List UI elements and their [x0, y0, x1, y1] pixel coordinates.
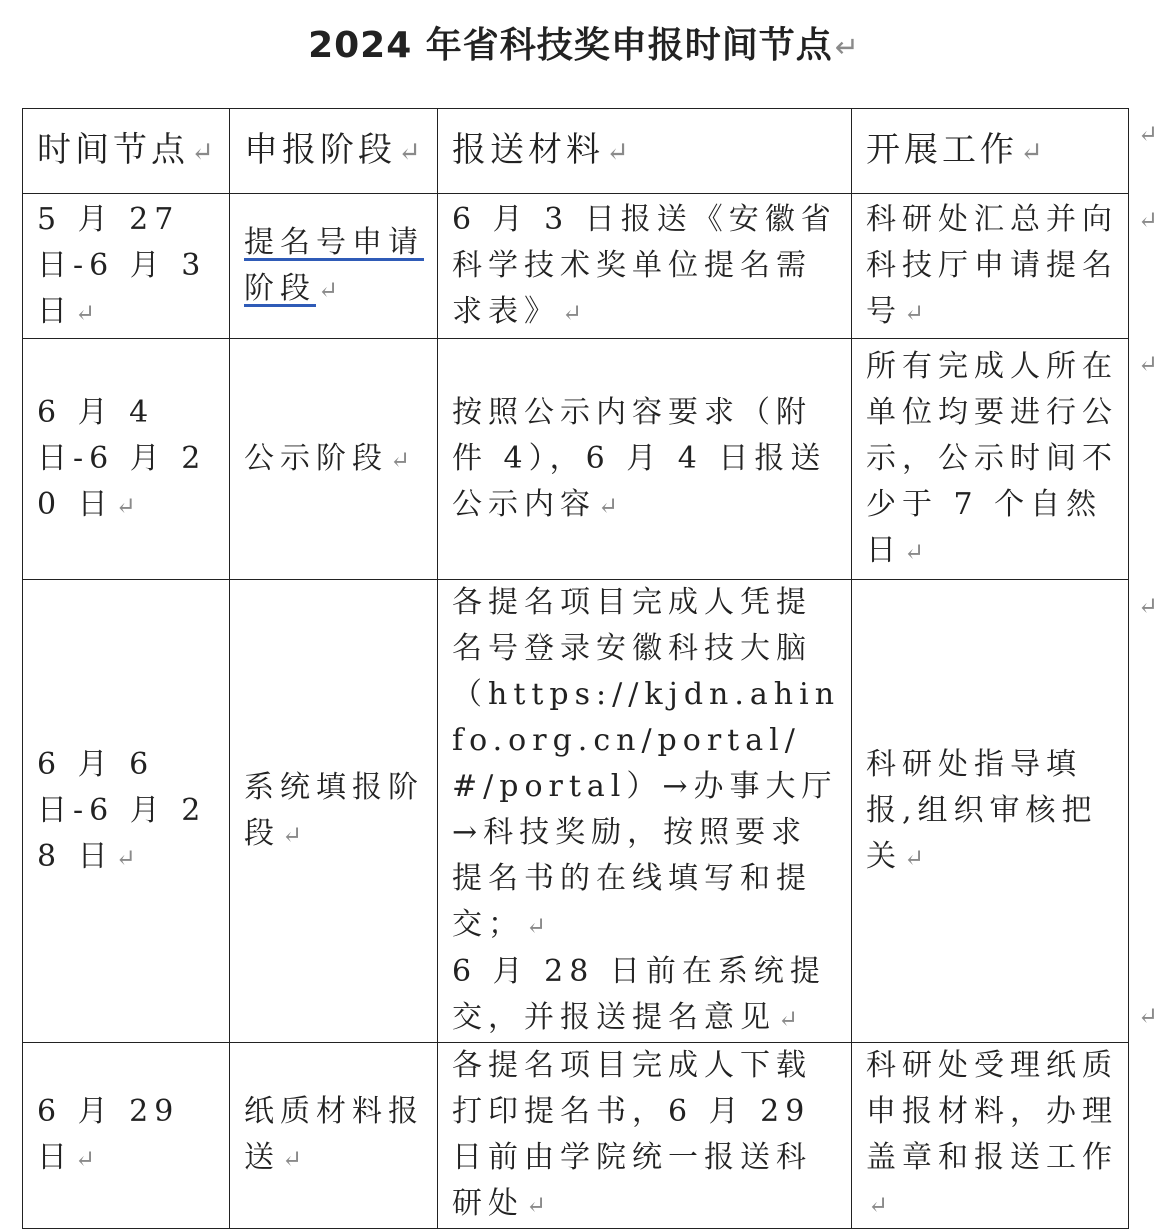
paragraph-mark-icon: ↵ [75, 1145, 102, 1173]
time-cell: 6 月 29 日↵ [23, 1043, 230, 1229]
paragraph-mark-icon: ↵ [598, 491, 625, 520]
paragraph-mark-icon: ↵ [834, 30, 860, 64]
schedule-table [22, 108, 1129, 1229]
header-cell-work: 开展工作↵ [852, 109, 1129, 194]
paragraph-mark-icon: ↵ [282, 1145, 309, 1173]
time-cell: 6 月 4 日-6 月 20 日↵ [23, 339, 230, 580]
table-header-row [23, 109, 1129, 194]
paragraph-mark-icon: ↵ [562, 298, 589, 327]
work-cell: 科研处受理纸质申报材料，办理盖章和报送工作↵ [852, 1043, 1129, 1229]
paragraph-mark-icon: ↵ [282, 820, 309, 849]
row-end-mark-icon: ↵ [1137, 350, 1158, 378]
materials-cell: 各提名项目完成人凭提名号登录安徽科技大脑（https://kjdn.ahinfo.org.cn/portal/#/portal）→办事大厅→科技奖励，按照要求提名书的在线填写和提交；↵ 6 月 28 日前在系统提交，并报送提名意见↵ [438, 580, 852, 1043]
header-cell-time: 时间节点↵ [23, 109, 230, 194]
document-title [0, 22, 1168, 71]
paragraph-mark-icon: ↵ [398, 136, 425, 168]
header-cell-materials: 报送材料↵ [438, 109, 852, 194]
paragraph-mark-icon: ↵ [904, 298, 931, 327]
stage-cell: 纸质材料报送↵ [230, 1043, 438, 1229]
row-end-mark-icon: ↵ [1137, 206, 1158, 234]
time-cell: 6 月 6 日-6 月 28 日↵ [23, 580, 230, 1043]
paragraph-mark-icon: ↵ [318, 275, 345, 304]
row-end-mark-icon: ↵ [1137, 592, 1158, 620]
paragraph-mark-icon: ↵ [191, 136, 218, 168]
stage-cell: 系统填报阶段↵ [230, 580, 438, 1043]
work-cell: 科研处汇总并向科技厅申请提名号↵ [852, 194, 1129, 339]
paragraph-mark-icon: ↵ [778, 1005, 805, 1033]
work-cell: 科研处指导填报,组织审核把关↵ [852, 580, 1129, 1043]
paragraph-mark-icon: ↵ [904, 843, 931, 872]
table-row [23, 580, 1129, 1043]
paragraph-mark-icon: ↵ [904, 537, 931, 566]
work-cell: 所有完成人所在单位均要进行公示，公示时间不少于 7 个自然日↵ [852, 339, 1129, 580]
materials-cell: 各提名项目完成人下载打印提名书，6 月 29 日前由学院统一报送科研处↵ [438, 1043, 852, 1229]
paragraph-mark-icon: ↵ [526, 912, 553, 940]
paragraph-mark-icon: ↵ [115, 491, 142, 520]
paragraph-mark-icon: ↵ [1020, 136, 1047, 168]
paragraph-mark-icon: ↵ [606, 136, 633, 168]
table-row [23, 339, 1129, 580]
time-cell: 5 月 27 日-6 月 3 日↵ [23, 194, 230, 339]
row-end-mark-icon: ↵ [1137, 120, 1158, 148]
paragraph-mark-icon: ↵ [868, 1191, 895, 1219]
header-cell-stage: 申报阶段↵ [230, 109, 438, 194]
materials-cell: 6 月 3 日报送《安徽省科学技术奖单位提名需求表》↵ [438, 194, 852, 339]
paragraph-mark-icon: ↵ [75, 298, 102, 327]
table-row [23, 194, 1129, 339]
row-end-mark-icon: ↵ [1137, 1002, 1158, 1030]
paragraph-mark-icon: ↵ [526, 1191, 553, 1219]
table-row [23, 1043, 1129, 1229]
title-text: 2024 年省科技奖申报时间节点 [308, 25, 833, 66]
paragraph-mark-icon: ↵ [390, 445, 417, 474]
stage-cell: 提名号申请阶段↵ [230, 194, 438, 339]
paragraph-mark-icon: ↵ [115, 843, 142, 872]
materials-cell: 按照公示内容要求（附件 4），6 月 4 日报送公示内容↵ [438, 339, 852, 580]
stage-cell: 公示阶段↵ [230, 339, 438, 580]
